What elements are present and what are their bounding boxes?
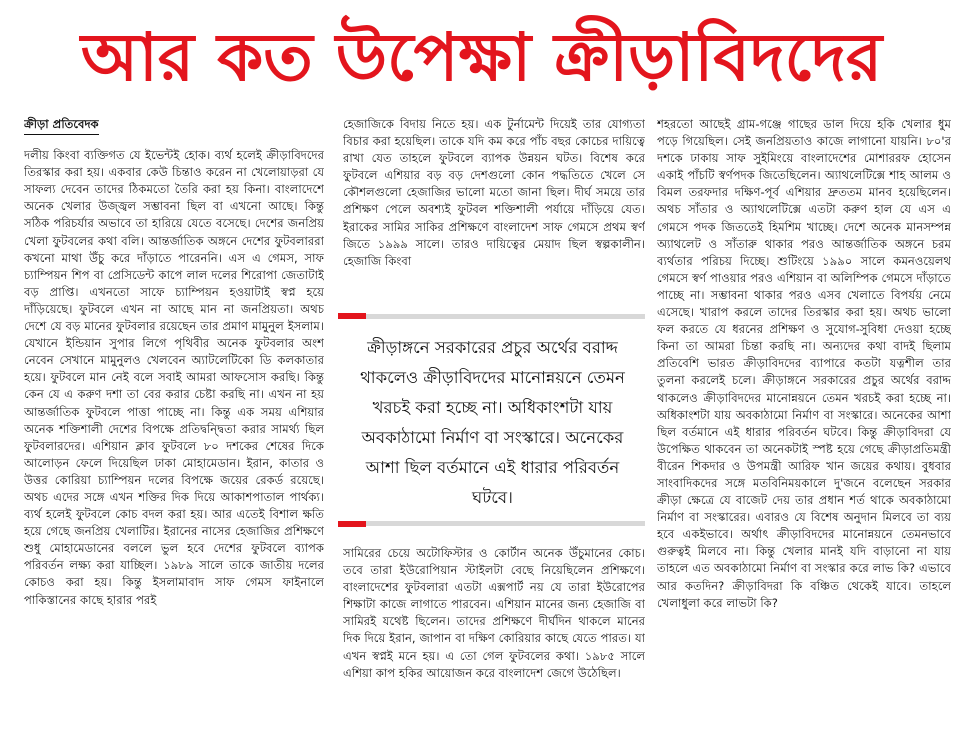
article-column-2-bottom bbox=[343, 545, 645, 728]
article-column-3 bbox=[657, 116, 951, 728]
pull-quote-text: ক্রীড়াঙ্গনে সরকারের প্রচুর অর্থের বরাদ্দ থাকলেও ক্রীড়াবিদদের মানোন্নয়নে তেমন খরচই করা হচ্ছে না। অধিকাংশটা যায় অবকাঠামো নির্মাণ বা সংস্কারে। অনেকের আশা ছিল বর্তমানে এই ধারার পরিবর্তন ঘটবে। bbox=[360, 338, 625, 507]
pullquote-accent-top bbox=[338, 313, 366, 319]
article-column-1 bbox=[24, 116, 324, 728]
column-3-text: শহরতো আছেই গ্রাম-গঞ্জে গাছের ডাল দিয়ে হকি খেলার ধুম পড়ে গিয়েছিল। সেই জনপ্রিয়তাও কাজে লাগানো যায়নি। ৮০'র দশকে ঢাকায় সাফ সুইমিংয়ে বাংলাদেশের মোশাররফ হোসেন একাই পাঁচটি স্বর্ণপদক জিতেছিলেন। অ্যাথলেটিক্সে শাহ আলম ও বিমল তরফদার দক্ষিণ-পূর্ব এশিয়ার দ্রুততম মানব হয়েছিলেন। অথচ সাঁতার ও অ্যাথলেটিক্সে এতটা করুণ হাল যে এস এ গেমসে পদক জিততেই হিমশিম খাচ্ছে। দেশে অনেক মানসম্পন্ন অ্যাথলেট ও সাঁতারু থাকার পরও আন্তর্জাতিক অঙ্গনে চরম ব্যর্থতার পরিচয় দিচ্ছে। শুটিংয়ে ১৯৯০ সালে কমনওয়েলথ গেমসে স্বর্ণ পাওয়ার পরও এশিয়ান বা অলিম্পিক গেমসে দাঁড়াতে পাচ্ছে না। সম্ভাবনা থাকার পরও এসব খেলাতে বিপর্যয় নেমে এসেছে। খারাপ করলে তাদের তিরস্কার করা হয়। অথচ ভালো ফল করতে যে ধরনের প্রশিক্ষণ ও সুযোগ-সুবিধা দেওয়া হচ্ছে কিনা তা আমরা চিন্তা করছি না। অন্যদের কথা বাদই ছিলাম প্রতিবেশি ভারত ক্রীড়াবিদদের ব্যাপারে কতটা যত্নশীল তার তুলনা করলেই চলে। ক্রীড়াঙ্গনে সরকারের প্রচুর অর্থের বরাদ্দ থাকলেও ক্রীড়াবিদদের মানোন্নয়নে তেমন খরচই করা হচ্ছে না। অধিকাংশটা যায় অবকাঠামো নির্মাণ বা সংস্কারে। অনেকের আশা ছিল বর্তমানে এই ধারার পরিবর্তন ঘটবে। কিন্তু ক্রীড়াবিদরা যে উপেক্ষিত থাকবেন তা অনেকটাই স্পষ্ট হয়ে গেছে ক্রীড়াপ্রতিমন্ত্রী বীরেন শিকদার ও উপমন্ত্রী আরিফ খান জয়ের কথায়। বুধবার সাংবাদিকদের সঙ্গে মতবিনিময়কালে দু'জনে বলেছেন সরকার ক্রীড়া ক্ষেত্রে যে বাজেট দেয় তার প্রধান শর্ত থাকে অবকাঠামো নির্মাণ বা সংস্কারের। এবারও যে বিশেষ অনুদান মিলবে তা ব্যয় হবে একইভাবে। অর্থাৎ ক্রীড়াবিদদের মানোন্নয়নে তেমনভাবে গুরুত্বই মিলবে না। কিন্তু খেলার মানই যদি বাড়ানো না যায় তাহলে এত অবকাঠামো নির্মাণ বা সংস্কার করে লাভ কি? এভাবে আর কতদিন? ক্রীড়াবিদরা কি বঞ্চিত থেকেই যাবে। তাহলে খেলাধুলা করে লাভটা কি? bbox=[657, 117, 951, 610]
article-column-2-top bbox=[343, 116, 645, 306]
headline: আর কত উপেক্ষা ক্রীড়াবিদদের bbox=[80, 19, 883, 96]
byline: ক্রীড়া প্রতিবেদক bbox=[24, 116, 99, 135]
column-1-text: দলীয় কিংবা ব্যক্তিগত যে ইভেন্টই হোক। ব্যর্থ হলেই ক্রীড়াবিদদের তিরস্কার করা হয়। একবার কেউ চিন্তাও করেন না খেলোয়াড়রা যে সাফল্য দেবেন তাদের ঠিকমতো তৈরি করা হয় কিনা। বাংলাদেশে অনেক খেলার উজ্জ্বল সম্ভাবনা ছিল বা এখনো আছে। কিন্তু সঠিক পরিচর্যার অভাবে তা হারিয়ে যেতে বসেছে। দেশের জনপ্রিয় খেলা ফুটবলের কথা বলি। আন্তর্জাতিক অঙ্গনে দেশের ফুটবলাররা কখনো মাথা উঁচু করে দাঁড়াতে পারেননি। এস এ গেমস, সাফ চ্যাম্পিয়ন শিপ বা প্রেসিডেন্ট কাপে লাল দলের শিরোপা জেতাটাই বড় প্রাপ্তি। এখনতো সাফে চ্যাম্পিয়ন হওয়াটাই স্বপ্ন হয়ে দাঁড়িয়েছে। ফুটবলে এখন না আছে মান না জনপ্রিয়তা। অথচ দেশে যে বড় মানের ফুটবলার রয়েছেন তার প্রমাণ মামুনুল ইসলাম। যেখানে ইন্ডিয়ান সুপার লিগে পৃথিবীর অনেক ফুটবলার অংশ নেবেন সেখানে মামুনুলও খেলবেন অ্যাটলেটিকো ডি কলকাতার হয়ে। ফুটবলে মান নেই বলে সবাই আমরা আফসোস করছি। কিন্তু কেন যে এ করুণ দশা তা বের করার চেষ্টা করছি না। এখন না হয় আন্তর্জাতিক ফুটবলে পাত্তা পাচ্ছে না। কিন্তু এক সময় এশিয়ার অনেক শক্তিশালী দেশের বিপক্ষে প্রতিদ্বন্দ্বিতা করার সামর্থ্য ছিল ফুটবলারদের। এশিয়ান ক্লাব ফুটবলে ৮০ দশকের শেষের দিকে আলোড়ন ফেলে দিয়েছিল ঢাকা মোহামেডান। ইরান, কাতার ও উত্তর কোরিয়া চ্যাম্পিয়ন দলের বিপক্ষে জয়ের রেকর্ড রয়েছে। অথচ এদের সঙ্গে এখন শক্তির দিক দিয়ে আকাশপাতাল পার্থক্য। ব্যর্থ হলেই ফুটবলে কোচ বদল করা হয়। আর এতেই বিশাল ক্ষতি হয়ে গেছে জনপ্রিয় খেলাটির। ইরানের নাসের হেজাজির প্রশিক্ষণে শুধু মোহামেডানের বললে ভুল হবে দেশের ফুটবলে ব্যাপক পরিবর্তন লক্ষ্য করা যাচ্ছিল। ১৯৮৯ সালে তাকে জাতীয় দলের কোচও করা হয়। কিন্তু ইসলামাবাদ সাফ গেমস ফাইনালে পাকিস্তানের কাছে হারার পরই bbox=[24, 148, 324, 607]
pull-quote bbox=[340, 314, 645, 526]
column-2-top-text: হেজাজিকে বিদায় নিতে হয়। এক টুর্নামেন্ট দিয়েই তার যোগ্যতা বিচার করা হয়েছিল। তাকে যদি কম করে পাঁচ বছর কোচের দায়িত্বে রাখা যেত তাহলে ফুটবলে ব্যাপক উন্নয়ন ঘটত। বিশেষ করে ফুটবলে এশিয়ার বড় বড় দেশগুলো কোন পদ্ধতিতে খেলে সে কৌশলগুলো হেজাজির ভালো মতো জানা ছিল। দীর্ঘ সময়ে তার প্রশিক্ষণ পেলে অবশ্যই ফুটবল শক্তিশালী পর্যায়ে দাঁড়িয়ে যেত। ইরাকের সামির সাকির প্রশিক্ষণে বাংলাদেশ সাফ গেমসে প্রথম স্বর্ণ জিতে ১৯৯৯ সালে। তারও দায়িত্বের মেয়াদ ছিল স্বল্পকালীন। হেজাজি কিংবা bbox=[343, 117, 645, 268]
pullquote-accent-bottom bbox=[338, 521, 366, 527]
column-2-bottom-text: সামিরের চেয়ে অটোফিস্টার ও কোর্টান অনেক উঁচুমানের কোচ। তবে তারা ইউরোপিয়ান স্টাইলটা বেছে নিয়েছিলেন প্রশিক্ষণে। বাংলাদেশের ফুটবলারা এতটা এক্সপার্ট নয় যে তারা ইউরোপের শিক্ষাটা কাজে লাগাতে পারবেন। এশিয়ান মানের জন্য হেজাজি বা সামিরই যথেষ্ট ছিলেন। তাদের প্রশিক্ষণে দীর্ঘদিন থাকলে মানের দিক দিয়ে ইরান, জাপান বা দক্ষিণ কোরিয়ার কাছে যেতে পারত। যা এখন স্বপ্নই মনে হয়। এ তো গেল ফুটবলের কথা। ১৯৮৫ সালে এশিয়া কাপ হকির আয়োজন করে বাংলাদেশ জেগে উঠেছিল। bbox=[343, 546, 645, 680]
